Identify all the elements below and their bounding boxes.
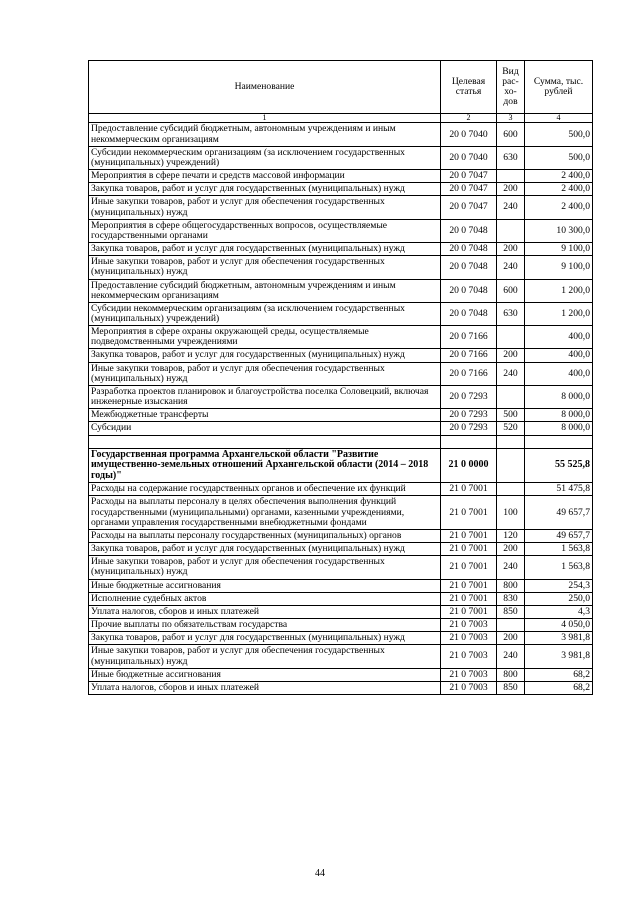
row-name: Мероприятия в сфере охраны окружающей среды, осуществляемые подведомственными учреждениями [89,326,441,349]
page-number: 44 [315,868,325,879]
row-name: Закупка товаров, работ и услуг для государственных (муниципальных) нужд [89,632,441,645]
table-row [89,619,593,632]
table-row [89,529,593,542]
row-code: 21 0 7001 [441,605,497,618]
row-name: Иные закупки товаров, работ и услуг для обеспечения государственных (муниципальных) нужд [89,362,441,385]
row-type [497,219,525,242]
header-name: Наименование [89,61,441,114]
row-code: 20 0 7048 [441,279,497,302]
row-sum: 9 100,0 [525,243,593,256]
row-name: Мероприятия в сфере общегосударственных вопросов, осуществляемые государственными органами [89,219,441,242]
row-code: 21 0 7001 [441,496,497,529]
table-row [89,349,593,362]
row-sum: 4,3 [525,605,593,618]
row-type: 800 [497,668,525,681]
row-sum [525,435,593,448]
row-type: 850 [497,605,525,618]
row-name: Субсидии некоммерческим организациям (за исключением государственных (муниципальных) учреждений) [89,302,441,325]
row-code: 20 0 7293 [441,385,497,408]
row-type [497,619,525,632]
table-row [89,302,593,325]
row-sum: 1 200,0 [525,279,593,302]
table-row [89,579,593,592]
table-row [89,362,593,385]
row-type: 200 [497,632,525,645]
row-name: Предоставление субсидий бюджетным, автономным учреждениям и иным некоммерческим организациям [89,123,441,146]
row-type: 630 [497,146,525,169]
row-name: Исполнение судебных актов [89,592,441,605]
row-code: 21 0 7001 [441,483,497,496]
row-code: 20 0 7048 [441,302,497,325]
row-code: 20 0 7040 [441,146,497,169]
table-row [89,183,593,196]
table-row [89,409,593,422]
row-type: 240 [497,256,525,279]
row-name: Мероприятия в сфере печати и средств массовой информации [89,170,441,183]
row-name: Предоставление субсидий бюджетным, автономным учреждениям и иным некоммерческим организациям [89,279,441,302]
row-sum: 2 400,0 [525,196,593,219]
row-name: Расходы на содержание государственных органов и обеспечение их функций [89,483,441,496]
row-code: 21 0 7001 [441,579,497,592]
row-type [497,483,525,496]
table-row [89,196,593,219]
row-name: Закупка товаров, работ и услуг для государственных (муниципальных) нужд [89,243,441,256]
row-type [497,170,525,183]
row-type: 500 [497,409,525,422]
row-name: Иные закупки товаров, работ и услуг для обеспечения государственных (муниципальных) нужд [89,645,441,668]
header-code: Целевая статья [441,61,497,114]
row-name: Субсидии [89,422,441,435]
row-name: Иные закупки товаров, работ и услуг для обеспечения государственных (муниципальных) нужд [89,556,441,579]
row-type: 100 [497,496,525,529]
row-name: Закупка товаров, работ и услуг для государственных (муниципальных) нужд [89,349,441,362]
row-code: 21 0 7003 [441,681,497,694]
table-row [89,422,593,435]
row-code: 20 0 7047 [441,196,497,219]
row-sum: 49 657,7 [525,529,593,542]
table-row [89,279,593,302]
row-sum: 8 000,0 [525,422,593,435]
row-sum: 4 050,0 [525,619,593,632]
row-name: Иные бюджетные ассигнования [89,668,441,681]
table-row [89,385,593,408]
row-code: 21 0 7003 [441,619,497,632]
table-row [89,146,593,169]
row-type: 120 [497,529,525,542]
header-type: Вид рас- хо- дов [497,61,525,114]
row-code: 21 0 7001 [441,592,497,605]
table-row [89,243,593,256]
table-row [89,326,593,349]
row-name [89,435,441,448]
row-sum: 68,2 [525,668,593,681]
row-sum: 400,0 [525,349,593,362]
row-sum: 400,0 [525,326,593,349]
row-code: 20 0 7166 [441,349,497,362]
row-sum: 500,0 [525,146,593,169]
table-row [89,645,593,668]
table-row [89,668,593,681]
row-type: 800 [497,579,525,592]
row-code: 20 0 7048 [441,256,497,279]
row-type: 850 [497,681,525,694]
row-type: 200 [497,349,525,362]
row-sum: 8 000,0 [525,409,593,422]
row-name: Уплата налогов, сборов и иных платежей [89,605,441,618]
row-sum: 49 657,7 [525,496,593,529]
row-code: 20 0 7048 [441,219,497,242]
row-sum: 250,0 [525,592,593,605]
col-number: 2 [441,114,497,123]
row-type: 240 [497,362,525,385]
row-sum: 1 563,8 [525,556,593,579]
table-row [89,219,593,242]
row-sum: 3 981,8 [525,645,593,668]
col-number: 4 [525,114,593,123]
row-code: 21 0 0000 [441,448,497,483]
row-name: Субсидии некоммерческим организациям (за исключением государственных (муниципальных) учреждений) [89,146,441,169]
table-row [89,681,593,694]
row-sum: 68,2 [525,681,593,694]
row-code: 21 0 7003 [441,645,497,668]
row-type: 200 [497,183,525,196]
row-type: 240 [497,645,525,668]
row-sum: 8 000,0 [525,385,593,408]
row-name: Иные закупки товаров, работ и услуг для обеспечения государственных (муниципальных) нужд [89,256,441,279]
table-row [89,123,593,146]
table-row [89,543,593,556]
row-code: 21 0 7001 [441,556,497,579]
table-row [89,496,593,529]
row-code: 20 0 7166 [441,362,497,385]
row-name: Расходы на выплаты персоналу государственных (муниципальных) органов [89,529,441,542]
table-row [89,592,593,605]
row-type: 830 [497,592,525,605]
col-number: 1 [89,114,441,123]
table-row [89,256,593,279]
row-name: Закупка товаров, работ и услуг для государственных (муниципальных) нужд [89,543,441,556]
table-header-row [89,61,593,114]
row-sum: 2 400,0 [525,170,593,183]
row-sum: 9 100,0 [525,256,593,279]
row-sum: 10 300,0 [525,219,593,242]
table-row [89,483,593,496]
row-code [441,435,497,448]
table-row [89,632,593,645]
row-name: Уплата налогов, сборов и иных платежей [89,681,441,694]
row-type: 200 [497,543,525,556]
row-sum: 500,0 [525,123,593,146]
row-name: Разработка проектов планировок и благоустройства поселка Соловецкий, включая инженерные изыскания [89,385,441,408]
row-code: 20 0 7166 [441,326,497,349]
row-code: 20 0 7048 [441,243,497,256]
table-row [89,605,593,618]
row-sum: 254,3 [525,579,593,592]
row-sum: 400,0 [525,362,593,385]
column-number-row [89,114,593,123]
row-sum: 3 981,8 [525,632,593,645]
row-code: 20 0 7047 [441,183,497,196]
table-row [89,448,593,483]
row-type [497,435,525,448]
row-type: 600 [497,123,525,146]
row-sum: 2 400,0 [525,183,593,196]
row-name: Межбюджетные трансферты [89,409,441,422]
row-type [497,448,525,483]
row-type: 200 [497,243,525,256]
row-name: Расходы на выплаты персоналу в целях обеспечения выполнения функций государственными (муниципальными) органами, казенными учреждениями, органами управления государственными внебюджетными фондами [89,496,441,529]
row-code: 21 0 7001 [441,543,497,556]
row-sum: 55 525,8 [525,448,593,483]
row-code: 20 0 7293 [441,409,497,422]
budget-table [88,60,593,695]
row-type: 240 [497,556,525,579]
table-row [89,556,593,579]
row-name: Закупка товаров, работ и услуг для государственных (муниципальных) нужд [89,183,441,196]
row-sum: 1 563,8 [525,543,593,556]
row-code: 21 0 7003 [441,632,497,645]
row-name: Иные закупки товаров, работ и услуг для обеспечения государственных (муниципальных) нужд [89,196,441,219]
blank-row [89,435,593,448]
col-number: 3 [497,114,525,123]
row-name: Иные бюджетные ассигнования [89,579,441,592]
row-name: Прочие выплаты по обязательствам государства [89,619,441,632]
row-type: 240 [497,196,525,219]
row-type [497,326,525,349]
row-code: 21 0 7001 [441,529,497,542]
row-code: 20 0 7047 [441,170,497,183]
row-name: Государственная программа Архангельской области "Развитие имущественно-земельных отношений Архангельской области (2014 – 2018 годы)" [89,448,441,483]
row-sum: 1 200,0 [525,302,593,325]
row-type: 630 [497,302,525,325]
row-code: 21 0 7003 [441,668,497,681]
row-code: 20 0 7293 [441,422,497,435]
row-type [497,385,525,408]
header-sum: Сумма, тыс. рублей [525,61,593,114]
row-type: 600 [497,279,525,302]
row-type: 520 [497,422,525,435]
table-row [89,170,593,183]
row-sum: 51 475,8 [525,483,593,496]
row-code: 20 0 7040 [441,123,497,146]
